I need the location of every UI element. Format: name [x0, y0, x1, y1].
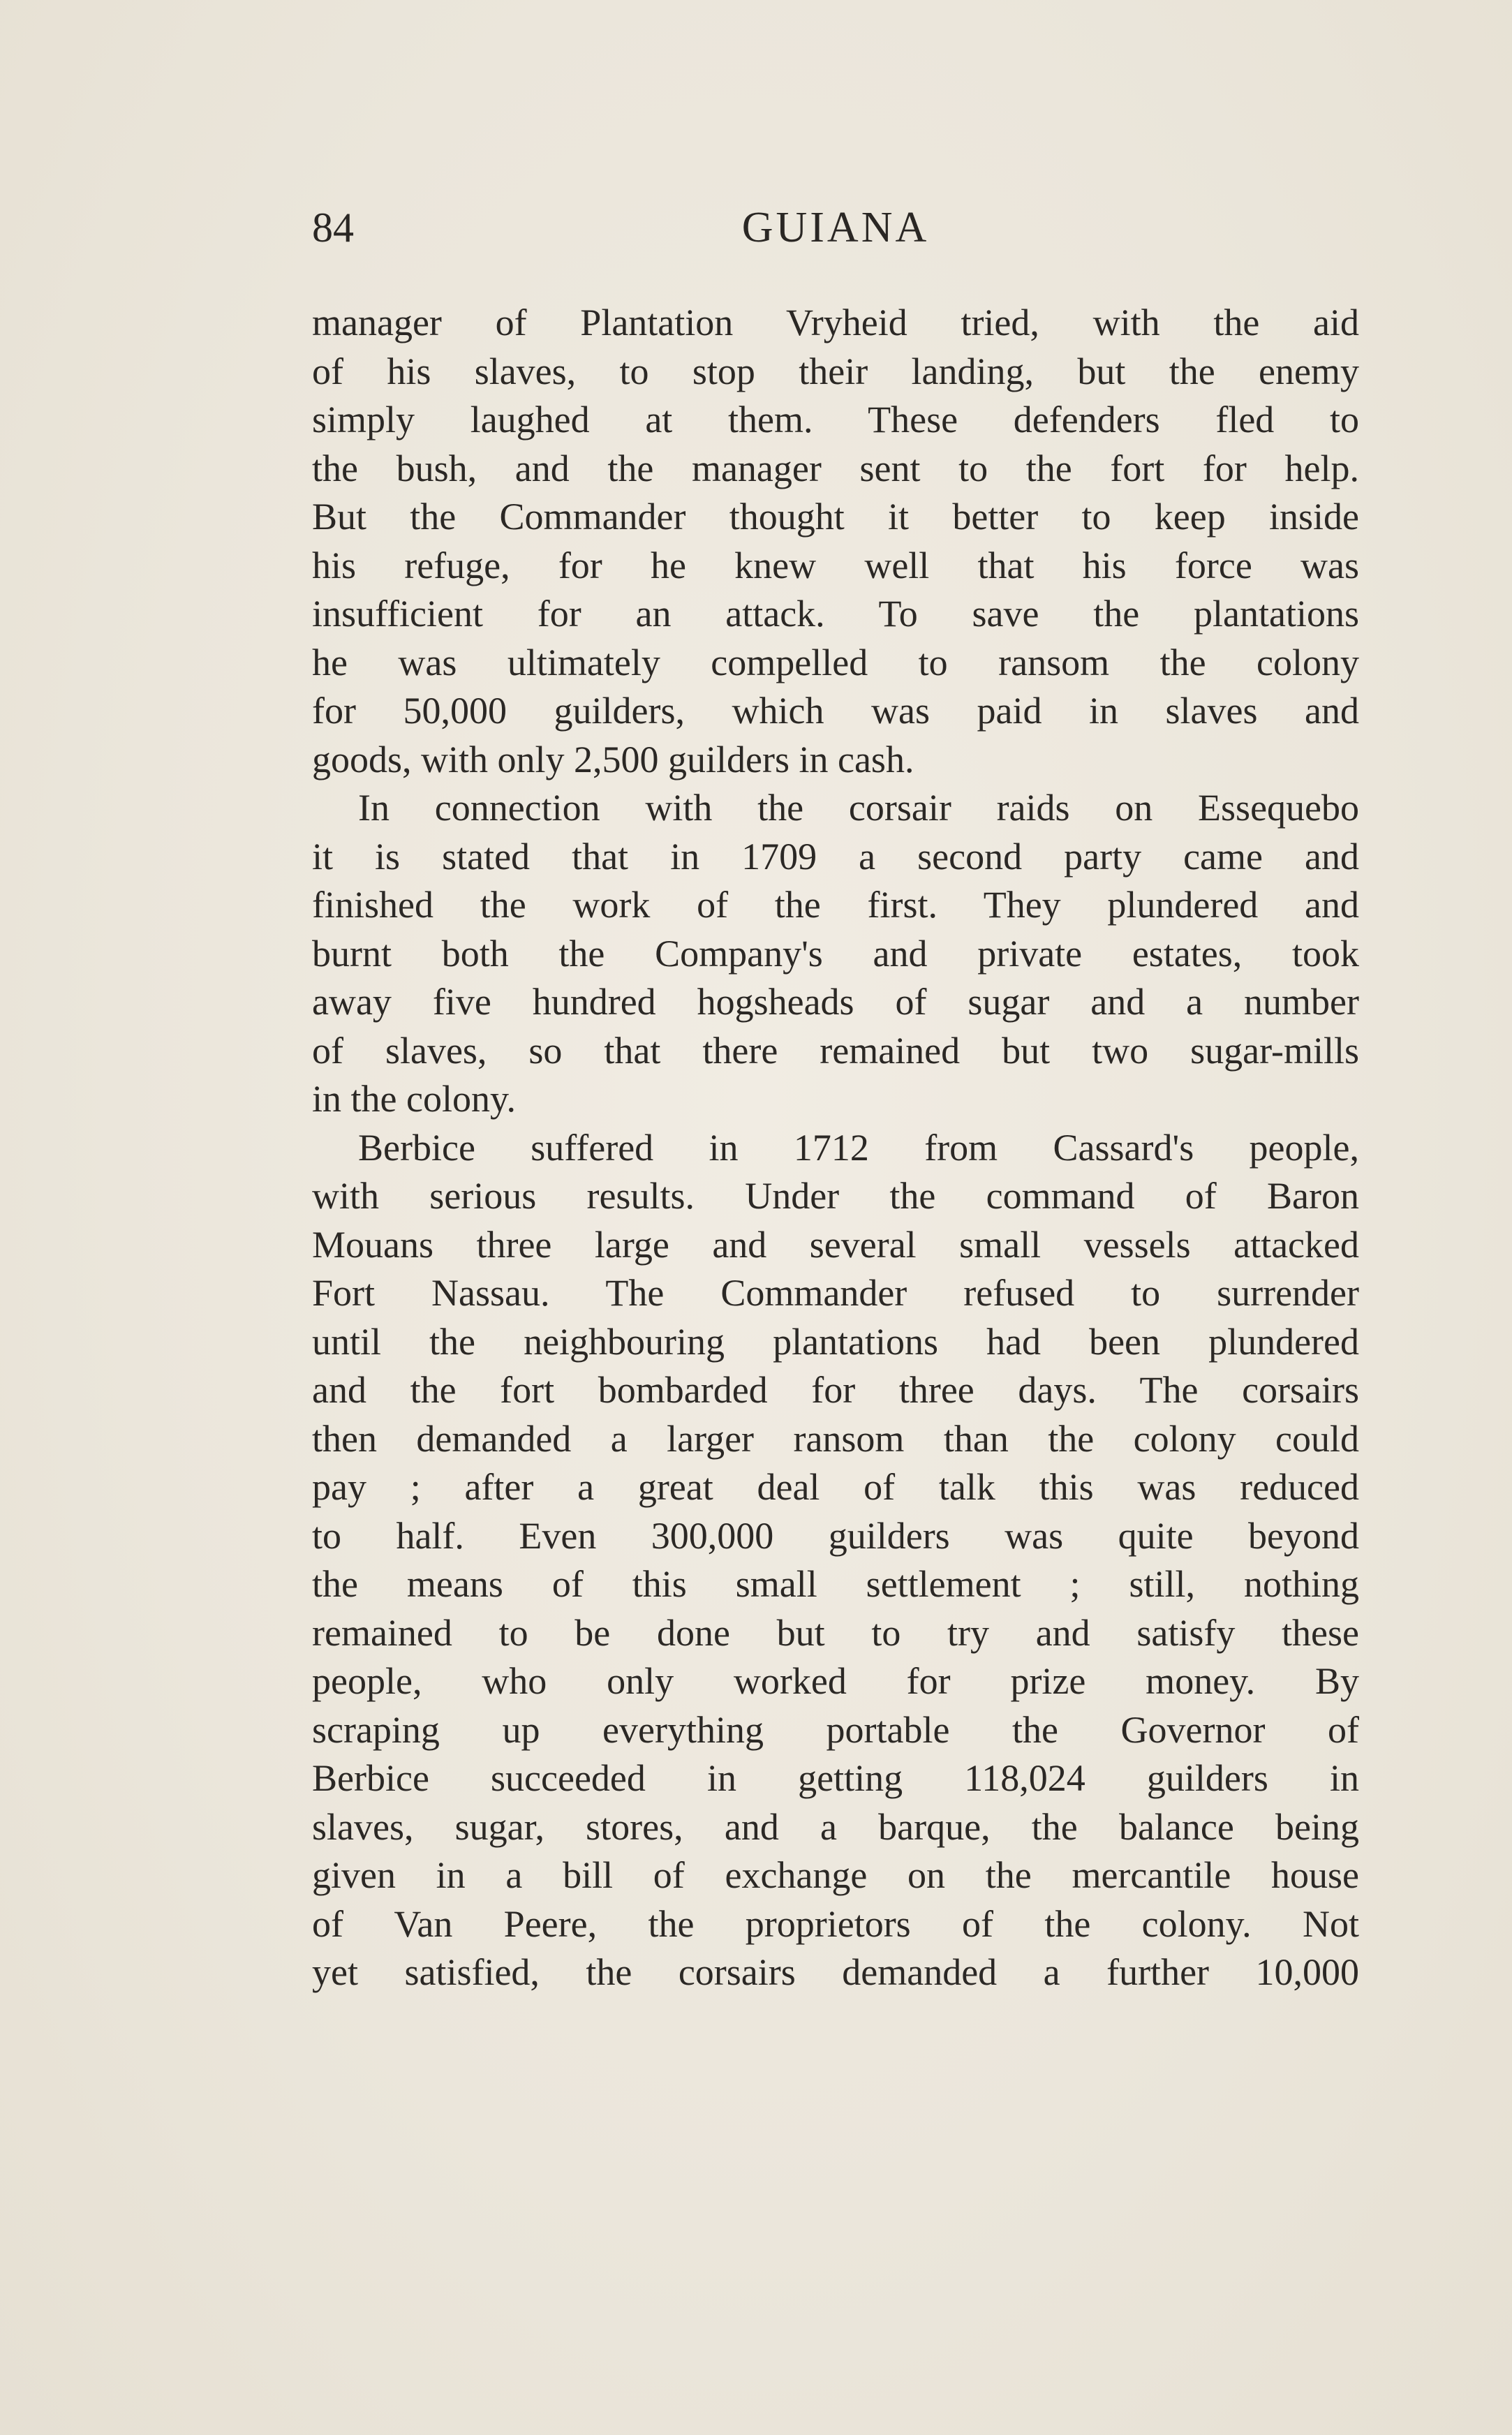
text-line: finished the work of the first. They plundered and — [312, 884, 1359, 926]
text-line: it is stated that in 1709 a second party came and — [312, 835, 1359, 878]
text-line: given in a bill of exchange on the mercantile house — [312, 1854, 1359, 1896]
text-line: of Van Peere, the proprietors of the colony. Not — [312, 1902, 1359, 1945]
text-line: pay ; after a great deal of talk this was reduced — [312, 1466, 1359, 1508]
text-line: slaves, sugar, stores, and a barque, the balance being — [312, 1805, 1359, 1848]
text-line: until the neighbouring plantations had been plundered — [312, 1320, 1359, 1363]
text-line: then demanded a larger ransom than the colony could — [312, 1417, 1359, 1460]
text-line: of slaves, so that there remained but two sugar-mills — [312, 1029, 1359, 1072]
paragraph — [312, 1124, 1359, 1997]
text-line: remained to be done but to try and satisfy these — [312, 1611, 1359, 1654]
text-line: manager of Plantation Vryheid tried, with the aid — [312, 302, 1359, 343]
body-text — [312, 299, 1359, 1997]
text-line: Berbice suffered in 1712 from Cassard's people, — [358, 1126, 1359, 1169]
running-title: GUIANA — [741, 204, 930, 251]
paragraph — [312, 784, 1359, 1124]
paragraph — [312, 299, 1359, 784]
text-line: and the fort bombarded for three days. The corsairs — [312, 1369, 1359, 1411]
text-line: away five hundred hogsheads of sugar and a number — [312, 981, 1359, 1023]
text-line: people, who only worked for prize money. By — [312, 1660, 1359, 1702]
text-line: goods, with only 2,500 guilders in cash. — [312, 738, 914, 780]
text-line: Berbice succeeded in getting 118,024 guilders in — [312, 1757, 1359, 1799]
text-line: scraping up everything portable the Governor of — [312, 1708, 1359, 1751]
page-number: 84 — [312, 205, 354, 251]
text-line: simply laughed at them. These defenders fled to — [312, 399, 1359, 441]
text-line: to half. Even 300,000 guilders was quite beyond — [312, 1514, 1359, 1557]
text-line: of his slaves, to stop their landing, but the enemy — [312, 350, 1359, 392]
text-line: burnt both the Company's and private estates, took — [312, 932, 1359, 975]
text-line: his refuge, for he knew well that his force was — [312, 544, 1359, 586]
text-line: with serious results. Under the command of Baron — [312, 1175, 1359, 1217]
text-line: in the colony. — [312, 1078, 516, 1120]
text-line: But the Commander thought it better to keep inside — [312, 496, 1359, 538]
text-line: he was ultimately compelled to ransom the colony — [312, 641, 1359, 683]
text-line: the bush, and the manager sent to the fort for help. — [312, 447, 1359, 489]
text-line: Fort Nassau. The Commander refused to surrender — [312, 1272, 1359, 1314]
text-line: yet satisfied, the corsairs demanded a further 10,000 — [312, 1951, 1359, 1993]
text-line: the means of this small settlement ; still, nothing — [312, 1563, 1359, 1605]
text-line: insufficient for an attack. To save the plantations — [312, 593, 1359, 635]
page-header — [312, 200, 1359, 256]
text-line: for 50,000 guilders, which was paid in slaves and — [312, 690, 1359, 732]
text-line: In connection with the corsair raids on Essequebo — [358, 787, 1359, 829]
text-line: Mouans three large and several small vessels attacked — [312, 1223, 1359, 1266]
